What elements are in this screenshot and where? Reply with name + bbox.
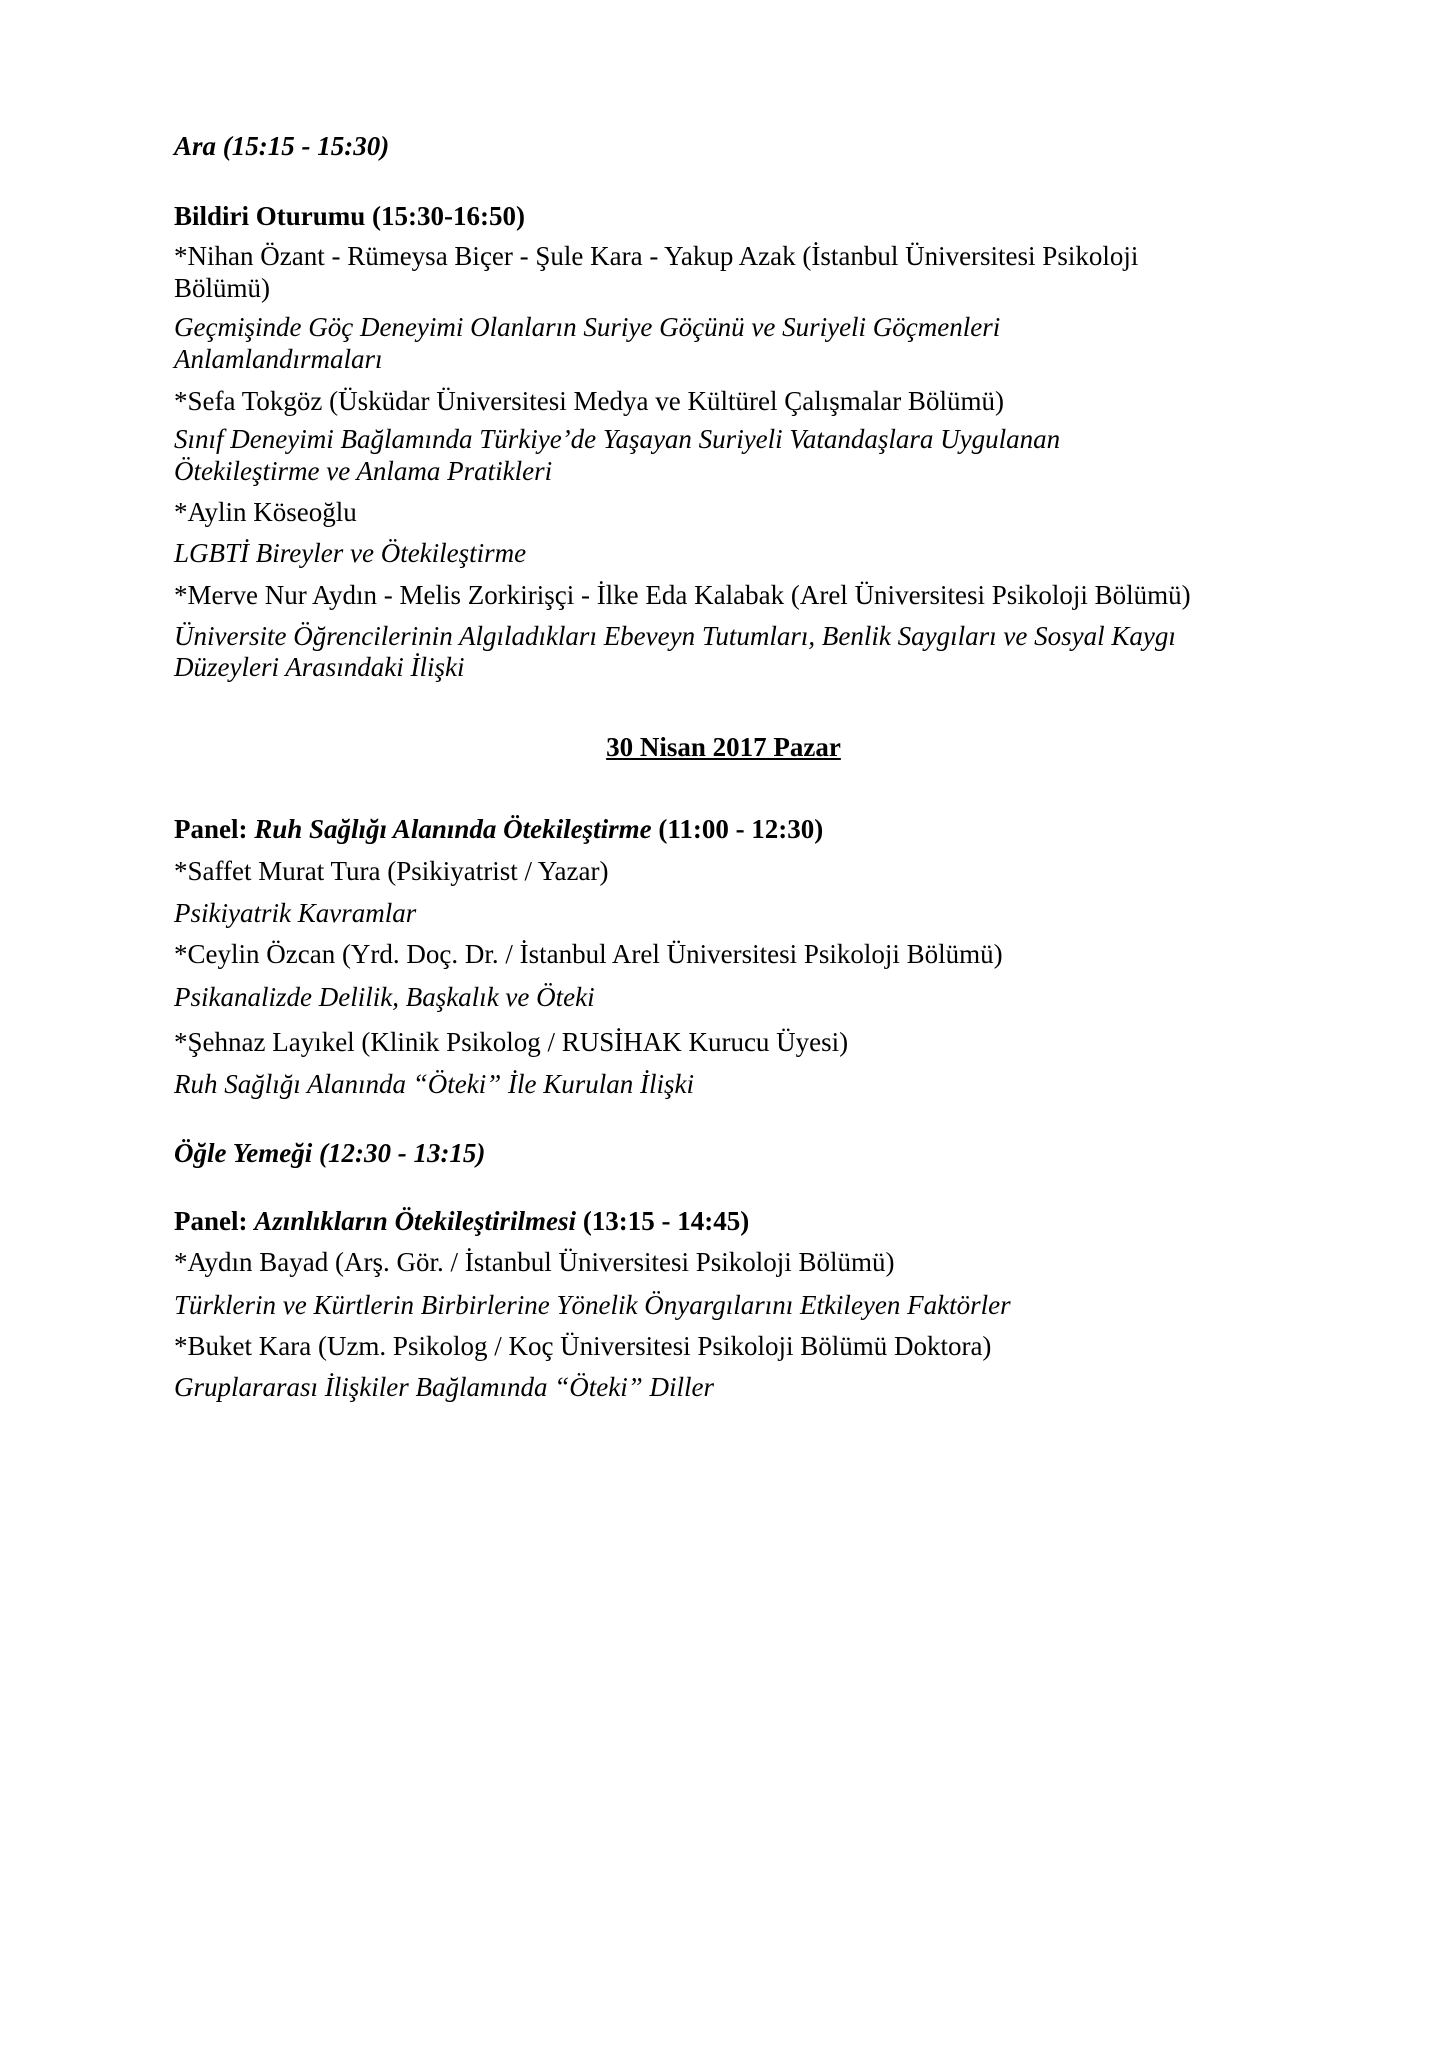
session-item-3-author: *Aylin Köseoğlu <box>174 497 357 527</box>
panel-1-item-2-title: Psikanalizde Delilik, Başkalık ve Öteki <box>174 982 595 1012</box>
session-item-1-author-line2: Bölümü) <box>174 273 271 303</box>
session-item-1-author-line1: *Nihan Özant - Rümeysa Biçer - Şule Kara - Yakup Azak (İstanbul Üniversitesi Psikoloji <box>174 241 1139 271</box>
panel-1-heading <box>174 811 1324 847</box>
session-item-1-title-line1: Geçmişinde Göç Deneyimi Olanların Suriye Göçünü ve Suriyeli Göçmenleri <box>174 312 1001 342</box>
session-item-4-title-line2: Düzeyleri Arasındaki İlişki <box>174 652 465 682</box>
panel-1-item-1-title: Psikiyatrik Kavramlar <box>174 898 417 928</box>
session-item-4-title-line1: Üniversite Öğrencilerinin Algıladıkları Ebeveyn Tutumları, Benlik Saygıları ve Sosyal Kaygı <box>174 621 1176 651</box>
panel-1-item-3-title: Ruh Sağlığı Alanında “Öteki” İle Kurulan İlişki <box>174 1069 694 1099</box>
session-title: Bildiri Oturumu (15:30-16:50) <box>174 201 525 231</box>
break-heading: Ara (15:15 - 15:30) <box>174 131 390 161</box>
session-item-4-author: *Merve Nur Aydın - Melis Zorkirişçi - İlke Eda Kalabak (Arel Üniversitesi Psikoloji Bölümü) <box>174 580 1191 610</box>
session-item-2-author: *Sefa Tokgöz (Üsküdar Üniversitesi Medya ve Kültürel Çalışmalar Bölümü) <box>174 386 1004 416</box>
panel-1-item-3-author: *Şehnaz Layıkel (Klinik Psikolog / RUSİHAK Kurucu Üyesi) <box>174 1027 849 1057</box>
session-item-2-title-line2: Ötekileştirme ve Anlama Pratikleri <box>174 456 553 486</box>
panel-1-item-2-author: *Ceylin Özcan (Yrd. Doç. Dr. / İstanbul Arel Üniversitesi Psikoloji Bölümü) <box>174 939 1003 969</box>
session-item-1-title-line2: Anlamlandırmaları <box>174 344 383 374</box>
panel-1-prefix: Panel: <box>174 814 255 844</box>
session-item-2-title-line1: Sınıf Deneyimi Bağlamında Türkiye’de Yaşayan Suriyeli Vatandaşlara Uygulanan <box>174 424 1061 454</box>
panel-2-heading <box>174 1203 1324 1239</box>
panel-2-prefix: Panel: <box>174 1206 255 1236</box>
panel-1-time: (11:00 - 12:30) <box>651 814 824 844</box>
panel-2-time: (13:15 - 14:45) <box>576 1206 750 1236</box>
day-heading: 30 Nisan 2017 Pazar <box>606 732 841 762</box>
panel-2-item-2-author: *Buket Kara (Uzm. Psikolog / Koç Üniversitesi Psikoloji Bölümü Doktora) <box>174 1331 992 1361</box>
panel-2-name: Azınlıkların Ötekileştirilmesi <box>254 1206 577 1236</box>
panel-2-item-1-author: *Aydın Bayad (Arş. Gör. / İstanbul Üniversitesi Psikoloji Bölümü) <box>174 1247 895 1277</box>
panel-1-item-1-author: *Saffet Murat Tura (Psikiyatrist / Yazar) <box>174 856 609 886</box>
session-item-3-title: LGBTİ Bireyler ve Ötekileştirme <box>174 538 527 568</box>
panel-2-item-1-title: Türklerin ve Kürtlerin Birbirlerine Yönelik Önyargılarını Etkileyen Faktörler <box>174 1290 1011 1320</box>
lunch-heading: Öğle Yemeği (12:30 - 13:15) <box>174 1138 486 1168</box>
panel-2-item-2-title: Gruplararası İlişkiler Bağlamında “Öteki” Diller <box>174 1372 714 1402</box>
panel-1-name: Ruh Sağlığı Alanında Ötekileştirme <box>254 814 652 844</box>
